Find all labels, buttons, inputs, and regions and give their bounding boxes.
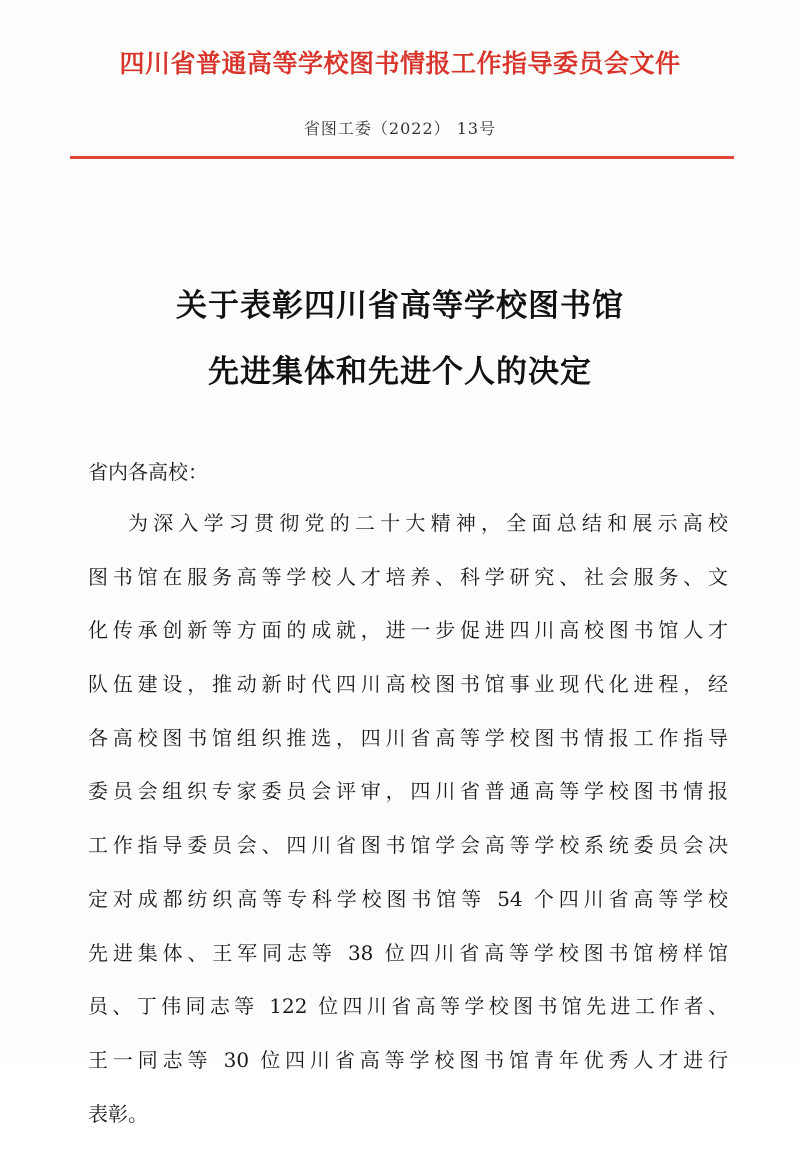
- body-line: 员、丁伟同志等 122 位四川省高等学校图书馆先进工作者、: [88, 994, 728, 1019]
- salutation: 省内各高校：: [88, 460, 208, 484]
- document-number: 省图工委（2022） 13号: [303, 119, 497, 138]
- document-title-line-1: 关于表彰四川省高等学校图书馆: [176, 288, 624, 324]
- body-line: 王一同志等 30 位四川省高等学校图书馆青年优秀人才进行: [88, 1047, 728, 1072]
- body-line: 先进集体、王军同志等 38 位四川省高等学校图书馆榜样馆: [88, 940, 728, 965]
- body-text: [88, 505, 728, 1149]
- red-divider-line: [70, 156, 734, 159]
- body-line: 表彰。: [88, 1101, 148, 1126]
- body-line: 队伍建设，推动新时代四川高校图书馆事业现代化进程，经: [88, 672, 728, 697]
- body-line: 定对成都纺织高等专科学校图书馆等 54 个四川省高等学校: [88, 886, 728, 911]
- body-line: 图书馆在服务高等学校人才培养、科学研究、社会服务、文: [88, 564, 728, 589]
- document-title-line-2: 先进集体和先进个人的决定: [208, 354, 592, 390]
- body-line: 化传承创新等方面的成就，进一步促进四川高校图书馆人才: [88, 618, 728, 643]
- body-line: 各高校图书馆组织推选，四川省高等学校图书情报工作指导: [88, 725, 728, 750]
- body-line: 为深入学习贯彻党的二十大精神，全面总结和展示高校: [128, 511, 728, 535]
- body-line: 委员会组织专家委员会评审，四川省普通高等学校图书情报: [88, 779, 728, 804]
- issuer-header: 四川省普通高等学校图书情报工作指导委员会文件: [119, 49, 681, 78]
- body-line: 工作指导委员会、四川省图书馆学会高等学校系统委员会决: [88, 833, 728, 858]
